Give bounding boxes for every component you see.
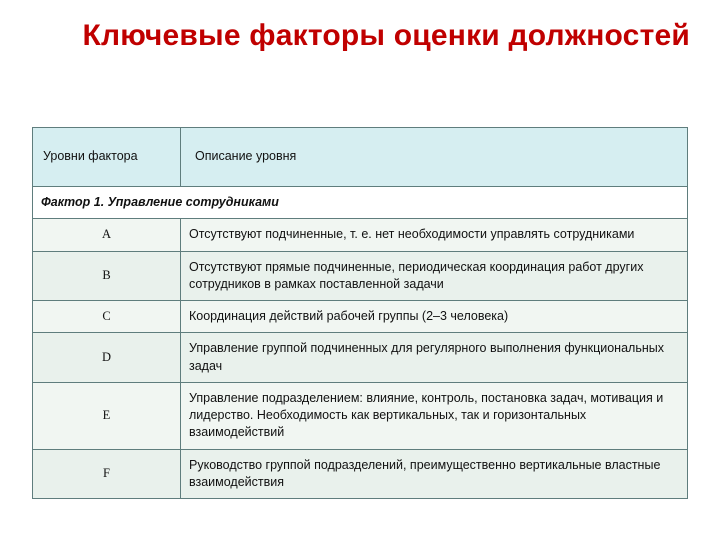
factors-table-container [32,127,688,499]
factor-group-label: Фактор 1. Управление сотрудниками [33,187,688,219]
table-row [33,301,688,333]
level-description: Отсутствуют подчиненные, т. е. нет необходимости управлять сотрудниками [181,219,688,251]
level-code: D [33,333,181,383]
level-code: F [33,449,181,499]
table-header-row [33,128,688,187]
level-code: A [33,219,181,251]
table-row [33,333,688,383]
level-description: Управление подразделением: влияние, контроль, постановка задач, мотивация и лидерство. Необходимость как вертикальных, так и горизонтальных взаимодействий [181,382,688,449]
level-code: E [33,382,181,449]
table-row [33,382,688,449]
column-header-levels: Уровни фактора [33,128,181,187]
level-description: Координация действий рабочей группы (2–3 человека) [181,301,688,333]
level-code: B [33,251,181,301]
level-description: Управление группой подчиненных для регулярного выполнения функциональных задач [181,333,688,383]
level-description: Руководство группой подразделений, преимущественно вертикальные властные взаимодействия [181,449,688,499]
page-title: Ключевые факторы оценки должностей [82,19,690,52]
table-row [33,251,688,301]
table-row [33,449,688,499]
level-description: Отсутствуют прямые подчиненные, периодическая координация работ других сотрудников в рамках поставленной задачи [181,251,688,301]
factor-group-row [33,187,688,219]
level-code: C [33,301,181,333]
table-row [33,219,688,251]
column-header-description: Описание уровня [181,128,688,187]
factors-table [32,127,688,499]
